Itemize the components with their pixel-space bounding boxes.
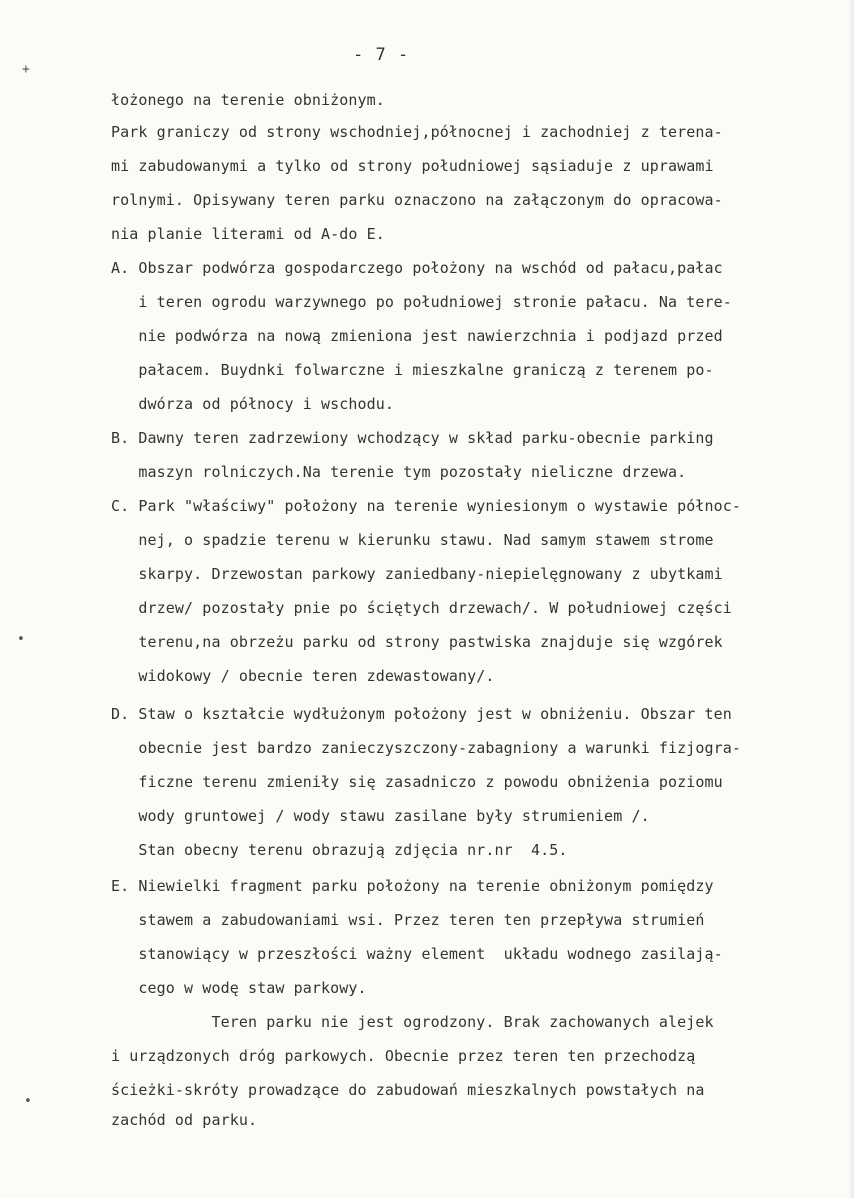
text-line: nej, o spadzie terenu w kierunku stawu. Nad samym stawem strome: [111, 531, 714, 549]
text-line: Teren parku nie jest ogrodzony. Brak zachowanych alejek: [111, 1013, 714, 1031]
paper-edge-shadow: [848, 0, 854, 1198]
text-line: Stan obecny terenu obrazują zdjęcia nr.nr 4.5.: [111, 841, 568, 859]
text-line: pałacem. Buydnki folwarczne i mieszkalne graniczą z terenem po-: [111, 361, 714, 379]
text-line: ścieżki-skróty prowadzące do zabudowań mieszkalnych powstałych na: [111, 1081, 705, 1099]
margin-mark: •: [17, 632, 25, 647]
text-line: ficzne terenu zmieniły się zasadniczo z powodu obniżenia poziomu: [111, 773, 723, 791]
text-line: skarpy. Drzewostan parkowy zaniedbany-niepielęgnowany z ubytkami: [111, 565, 723, 583]
text-line: i teren ogrodu warzywnego po południowej stronie pałacu. Na tere-: [111, 293, 732, 311]
text-line: mi zabudowanymi a tylko od strony południowej sąsiaduje z uprawami: [111, 157, 714, 175]
text-line: rolnymi. Opisywany teren parku oznaczono na załączonym do opracowa-: [111, 191, 723, 209]
text-line: i urządzonych dróg parkowych. Obecnie przez teren ten przechodzą: [111, 1047, 696, 1065]
text-line: E. Niewielki fragment parku położony na terenie obniżonym pomiędzy: [111, 877, 714, 895]
text-line: D. Staw o kształcie wydłużonym położony jest w obniżeniu. Obszar ten: [111, 705, 732, 723]
text-line: widokowy / obecnie teren zdewastowany/.: [111, 667, 495, 685]
margin-mark: +: [22, 62, 30, 77]
text-line: terenu,na obrzeżu parku od strony pastwiska znajduje się wzgórek: [111, 633, 723, 651]
text-line: wody gruntowej / wody stawu zasilane były strumieniem /.: [111, 807, 650, 825]
text-line: maszyn rolniczych.Na terenie tym pozostały nieliczne drzewa.: [111, 463, 687, 481]
text-line: obecnie jest bardzo zanieczyszczony-zabagniony a warunki fizjogra-: [111, 739, 742, 757]
text-line: Park graniczy od strony wschodniej,północnej i zachodniej z terena-: [111, 123, 723, 141]
text-line: łożonego na terenie obniżonym.: [111, 91, 385, 109]
text-line: C. Park "właściwy" położony na terenie wyniesionym o wystawie północ-: [111, 497, 742, 515]
text-line: A. Obszar podwórza gospodarczego położony na wschód od pałacu,pałac: [111, 259, 723, 277]
text-line: nia planie literami od A-do E.: [111, 225, 385, 243]
text-line: cego w wodę staw parkowy.: [111, 979, 367, 997]
text-line: drzew/ pozostały pnie po ściętych drzewach/. W południowej części: [111, 599, 732, 617]
margin-mark: •: [24, 1094, 32, 1109]
page-number: - 7 -: [353, 45, 410, 65]
text-line: stawem a zabudowaniami wsi. Przez teren ten przepływa strumień: [111, 911, 705, 929]
text-line: zachód od parku.: [111, 1111, 258, 1129]
text-line: B. Dawny teren zadrzewiony wchodzący w skład parku-obecnie parking: [111, 429, 714, 447]
text-line: dwórza od północy i wschodu.: [111, 395, 395, 413]
text-line: nie podwórza na nową zmieniona jest nawierzchnia i podjazd przed: [111, 327, 723, 345]
text-line: stanowiący w przeszłości ważny element układu wodnego zasilają-: [111, 945, 723, 963]
